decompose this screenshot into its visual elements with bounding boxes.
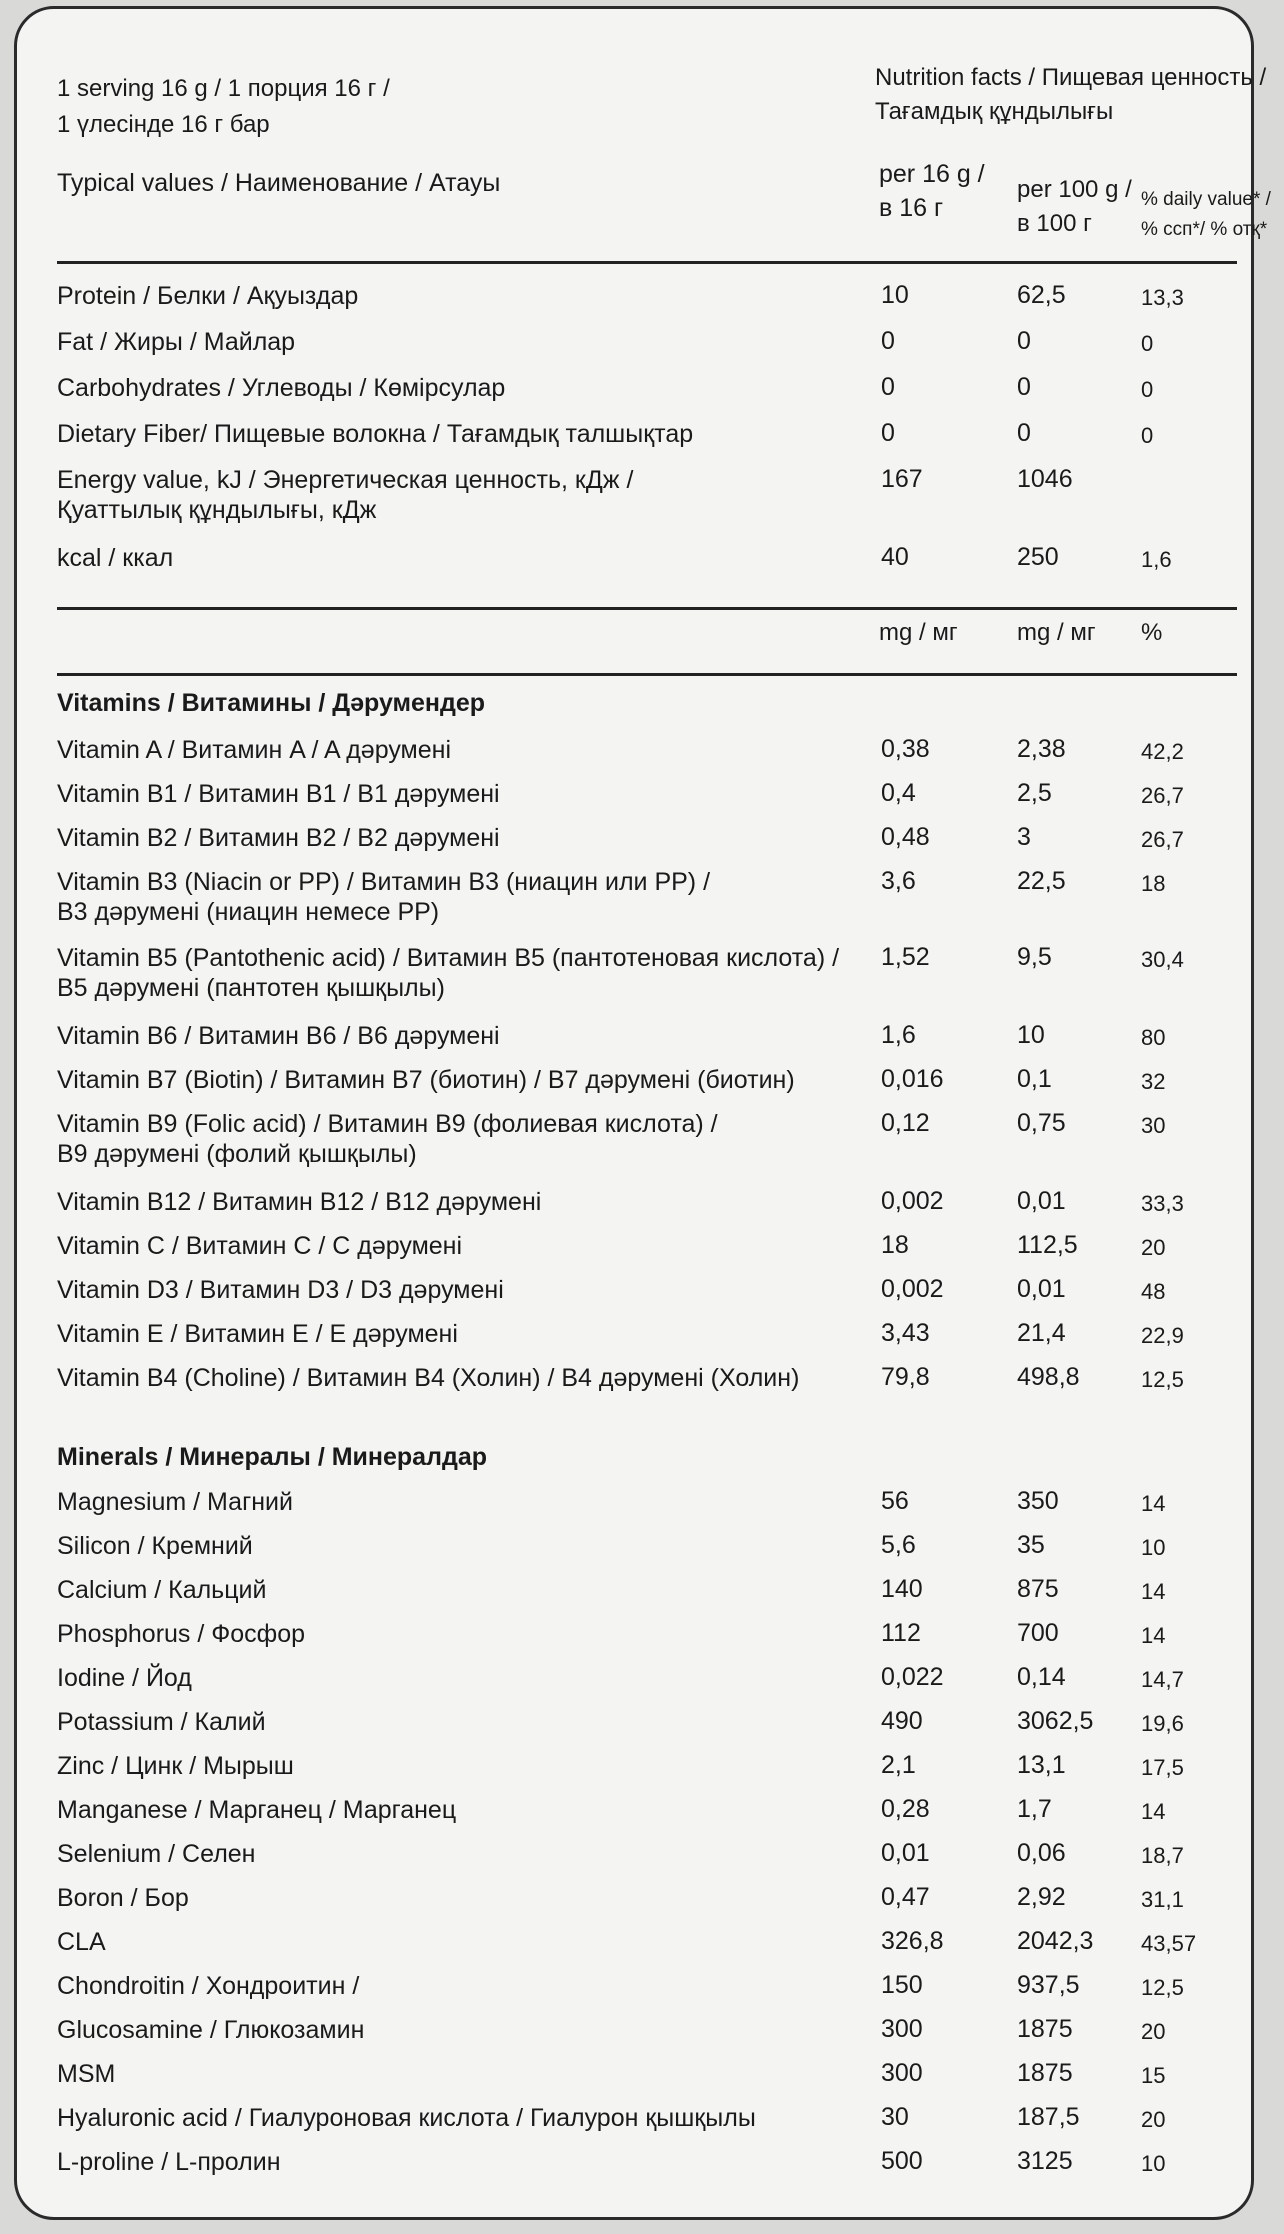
value-daily-percent: 33,3 — [1141, 1191, 1184, 1216]
value-per-16g: 30 — [881, 2103, 909, 2131]
value-daily-percent: 15 — [1141, 2063, 1166, 2088]
minerals-heading: Minerals / Минералы / Минералдар — [57, 1443, 488, 1471]
nutrient-name: Vitamin B1 / Витамин B1 / B1 дәрумені — [57, 780, 500, 808]
col-per16-line-2: в 16 г — [879, 194, 944, 222]
header-divider — [57, 261, 1237, 264]
nutrient-name: Silicon / Кремний — [57, 1532, 253, 1560]
nutrient-name: Vitamin B12 / Витамин B12 / B12 дәрумені — [57, 1188, 542, 1216]
nutrient-name: Phosphorus / Фосфор — [57, 1620, 306, 1648]
value-per-100g: 9,5 — [1017, 943, 1052, 971]
nutrient-name: Vitamin A / Витамин A / A дәрумені — [57, 736, 452, 764]
value-daily-percent: 1,6 — [1141, 547, 1172, 572]
value-per-100g: 0,75 — [1017, 1109, 1066, 1137]
value-per-16g: 0 — [881, 373, 895, 401]
value-daily-percent: 30 — [1141, 1113, 1166, 1138]
nutrition-facts-heading — [875, 61, 1266, 129]
column-header-per-100g — [1017, 173, 1132, 241]
value-daily-percent: 31,1 — [1141, 1887, 1184, 1912]
serving-info — [57, 71, 390, 143]
nutrient-name: Magnesium / Магний — [57, 1488, 293, 1516]
col-per100-line-2: в 100 г — [1017, 210, 1092, 237]
value-daily-percent: 14,7 — [1141, 1667, 1184, 1692]
column-header-daily-value — [1141, 185, 1271, 245]
nutrient-name: Vitamin B5 (Pantothenic acid) / Витамин B5 (пантотеновая кислота) / B5 дәрумені (пантотен қышқылы) — [57, 944, 840, 1002]
value-per-16g: 10 — [881, 281, 909, 309]
value-per-16g: 3,43 — [881, 1319, 930, 1347]
nutrient-name: Vitamin B3 (Niacin or PP) / Витамин B3 (ниацин или PP) / B3 дәрумені (ниацин немесе PP) — [57, 868, 711, 926]
value-per-100g: 1875 — [1017, 2059, 1073, 2087]
nutrient-name: MSM — [57, 2060, 116, 2088]
column-header-per-16g — [879, 157, 985, 225]
nutrient-name: Vitamin D3 / Витамин D3 / D3 дәрумені — [57, 1276, 504, 1304]
value-per-16g: 490 — [881, 1707, 923, 1735]
nutrient-name: Chondroitin / Хондроитин / — [57, 1972, 360, 2000]
nutrient-name: kcal / ккал — [57, 544, 174, 572]
value-per-100g: 21,4 — [1017, 1319, 1066, 1347]
value-daily-percent: 18 — [1141, 871, 1166, 896]
value-daily-percent: 0 — [1141, 423, 1154, 448]
nutrient-name: Dietary Fiber/ Пищевые волокна / Тағамдық талшықтар — [57, 420, 694, 448]
value-per-16g: 5,6 — [881, 1531, 916, 1559]
nutrient-name: Vitamin E / Витамин E / E дәрумені — [57, 1320, 458, 1348]
serving-line-2: 1 үлесінде 16 г бар — [57, 111, 270, 138]
nutrient-name: Vitamin C / Витамин C / C дәрумені — [57, 1232, 463, 1260]
nutrient-name: L-proline / L-пролин — [57, 2148, 281, 2176]
value-per-100g: 112,5 — [1017, 1231, 1078, 1259]
value-daily-percent: 14 — [1141, 1799, 1166, 1824]
value-per-100g: 10 — [1017, 1021, 1045, 1049]
value-per-100g: 62,5 — [1017, 281, 1066, 309]
value-daily-percent: 12,5 — [1141, 1367, 1184, 1392]
col-daily-line-1: % daily value* / — [1141, 189, 1271, 210]
value-daily-percent: 12,5 — [1141, 1975, 1184, 2000]
nutrient-name: Carbohydrates / Углеводы / Көмірсулар — [57, 374, 506, 402]
nutrient-name: Potassium / Калий — [57, 1708, 266, 1736]
value-daily-percent: 14 — [1141, 1623, 1166, 1648]
value-per-100g: 0 — [1017, 419, 1031, 447]
value-per-16g: 1,52 — [881, 943, 930, 971]
nutrient-name: Hyaluronic acid / Гиалуроновая кислота / Гиалурон қышқылы — [57, 2104, 756, 2132]
value-per-16g: 0 — [881, 419, 895, 447]
col-per16-line-1: per 16 g / — [879, 160, 985, 188]
value-per-100g: 1875 — [1017, 2015, 1073, 2043]
value-daily-percent: 20 — [1141, 2107, 1166, 2132]
value-daily-percent: 17,5 — [1141, 1755, 1184, 1780]
value-daily-percent: 43,57 — [1141, 1931, 1197, 1956]
nutrient-name: Vitamin B9 (Folic acid) / Витамин B9 (фолиевая кислота) / B9 дәрумені (фолий қышқылы) — [57, 1110, 718, 1168]
nutrient-name: Fat / Жиры / Майлар — [57, 328, 296, 356]
value-daily-percent: 26,7 — [1141, 827, 1184, 852]
value-daily-percent: 0 — [1141, 331, 1154, 356]
nutrient-name: Vitamin B4 (Choline) / Витамин B4 (Холин) / B4 дәрумені (Холин) — [57, 1364, 800, 1392]
value-daily-percent: 26,7 — [1141, 783, 1184, 808]
value-per-16g: 300 — [881, 2059, 923, 2087]
value-per-100g: 187,5 — [1017, 2103, 1080, 2131]
value-per-16g: 1,6 — [881, 1021, 916, 1049]
value-per-100g: 22,5 — [1017, 867, 1066, 895]
nutrient-name: Iodine / Йод — [57, 1664, 192, 1692]
value-per-16g: 2,1 — [881, 1751, 916, 1779]
nutrient-name: CLA — [57, 1928, 106, 1956]
units-top-divider — [57, 607, 1237, 610]
nutrient-name: Energy value, kJ / Энергетическая ценность, кДж / Қуаттылық құндылығы, кДж — [57, 466, 634, 524]
nutrition-label — [14, 6, 1271, 2220]
units-bottom-divider — [57, 673, 1237, 676]
nutrient-name: Vitamin B6 / Витамин B6 / B6 дәрумені — [57, 1022, 500, 1050]
value-daily-percent: 32 — [1141, 1069, 1166, 1094]
value-per-100g: 35 — [1017, 1531, 1045, 1559]
value-per-16g: 0,4 — [881, 779, 916, 807]
value-per-100g: 0,01 — [1017, 1275, 1066, 1303]
value-per-16g: 0,47 — [881, 1883, 930, 1911]
value-per-16g: 500 — [881, 2147, 923, 2175]
value-per-100g: 1046 — [1017, 465, 1073, 493]
value-per-16g: 40 — [881, 543, 909, 571]
value-per-16g: 0,016 — [881, 1065, 944, 1093]
value-per-100g: 2042,3 — [1017, 1927, 1094, 1955]
value-per-100g: 937,5 — [1017, 1971, 1080, 1999]
nutrient-name: Boron / Бор — [57, 1884, 189, 1912]
value-per-16g: 300 — [881, 2015, 923, 2043]
typical-values-heading: Typical values / Наименование / Атауы — [57, 169, 501, 197]
value-per-16g: 0,38 — [881, 735, 930, 763]
nutrient-name: Glucosamine / Глюкозамин — [57, 2016, 365, 2044]
value-daily-percent: 10 — [1141, 1535, 1166, 1560]
col-per100-line-1: per 100 g / — [1017, 176, 1132, 203]
value-per-100g: 875 — [1017, 1575, 1059, 1603]
value-daily-percent: 20 — [1141, 2019, 1166, 2044]
value-per-16g: 0,28 — [881, 1795, 930, 1823]
value-daily-percent: 19,6 — [1141, 1711, 1184, 1736]
value-per-100g: 13,1 — [1017, 1751, 1066, 1779]
value-per-100g: 350 — [1017, 1487, 1059, 1515]
value-per-100g: 1,7 — [1017, 1795, 1052, 1823]
facts-line-2: Тағамдық құндылығы — [875, 98, 1114, 125]
value-per-100g: 0,06 — [1017, 1839, 1066, 1867]
nutrient-name: Vitamin B2 / Витамин B2 / B2 дәрумені — [57, 824, 500, 852]
value-per-16g: 0,48 — [881, 823, 930, 851]
value-per-16g: 140 — [881, 1575, 923, 1603]
value-per-100g: 0 — [1017, 327, 1031, 355]
value-per-100g: 250 — [1017, 543, 1059, 571]
nutrient-name: Vitamin B7 (Biotin) / Витамин B7 (биотин) / B7 дәрумені (биотин) — [57, 1066, 795, 1094]
value-daily-percent: 13,3 — [1141, 285, 1184, 310]
nutrient-name: Protein / Белки / Ақуыздар — [57, 282, 359, 310]
value-daily-percent: 48 — [1141, 1279, 1166, 1304]
value-per-100g: 3125 — [1017, 2147, 1073, 2175]
nutrient-name: Manganese / Марганец / Марганец — [57, 1796, 457, 1824]
value-per-16g: 0,002 — [881, 1275, 944, 1303]
value-per-16g: 56 — [881, 1487, 909, 1515]
unit-per16: mg / мг — [879, 619, 958, 646]
value-per-16g: 326,8 — [881, 1927, 944, 1955]
value-per-16g: 18 — [881, 1231, 909, 1259]
vitamins-heading: Vitamins / Витамины / Дәрумендер — [57, 689, 486, 717]
unit-per100: mg / мг — [1017, 619, 1096, 646]
value-per-100g: 0 — [1017, 373, 1031, 401]
value-per-16g: 79,8 — [881, 1363, 930, 1391]
value-daily-percent: 14 — [1141, 1491, 1166, 1516]
col-daily-line-2: % ссп*/ % отқ* — [1141, 219, 1268, 240]
value-per-16g: 167 — [881, 465, 923, 493]
value-per-100g: 2,5 — [1017, 779, 1052, 807]
unit-daily: % — [1141, 619, 1163, 646]
nutrient-name: Zinc / Цинк / Мырыш — [57, 1752, 294, 1780]
nutrient-name: Selenium / Селен — [57, 1840, 256, 1868]
value-daily-percent: 42,2 — [1141, 739, 1184, 764]
facts-line-1: Nutrition facts / Пищевая ценность / — [875, 64, 1267, 91]
value-per-16g: 0 — [881, 327, 895, 355]
value-daily-percent: 20 — [1141, 1235, 1166, 1260]
value-daily-percent: 80 — [1141, 1025, 1166, 1050]
serving-line-1: 1 serving 16 g / 1 порция 16 г / — [57, 75, 390, 102]
value-per-100g: 2,38 — [1017, 735, 1066, 763]
value-per-100g: 3062,5 — [1017, 1707, 1094, 1735]
value-daily-percent: 14 — [1141, 1579, 1166, 1604]
value-per-100g: 0,14 — [1017, 1663, 1066, 1691]
value-daily-percent: 10 — [1141, 2151, 1166, 2176]
value-per-16g: 150 — [881, 1971, 923, 1999]
value-daily-percent: 0 — [1141, 377, 1154, 402]
value-per-100g: 0,01 — [1017, 1187, 1066, 1215]
value-daily-percent: 18,7 — [1141, 1843, 1184, 1868]
value-per-16g: 0,12 — [881, 1109, 930, 1137]
value-per-16g: 3,6 — [881, 867, 916, 895]
value-daily-percent: 30,4 — [1141, 947, 1184, 972]
value-per-100g: 498,8 — [1017, 1363, 1080, 1391]
value-per-100g: 3 — [1017, 823, 1031, 851]
value-per-100g: 0,1 — [1017, 1065, 1052, 1093]
value-per-100g: 2,92 — [1017, 1883, 1066, 1911]
value-per-16g: 0,01 — [881, 1839, 930, 1867]
value-per-16g: 0,022 — [881, 1663, 944, 1691]
value-per-16g: 112 — [881, 1619, 921, 1647]
value-per-16g: 0,002 — [881, 1187, 944, 1215]
nutrient-name: Calcium / Кальций — [57, 1576, 267, 1604]
value-per-100g: 700 — [1017, 1619, 1059, 1647]
value-daily-percent: 22,9 — [1141, 1323, 1184, 1348]
